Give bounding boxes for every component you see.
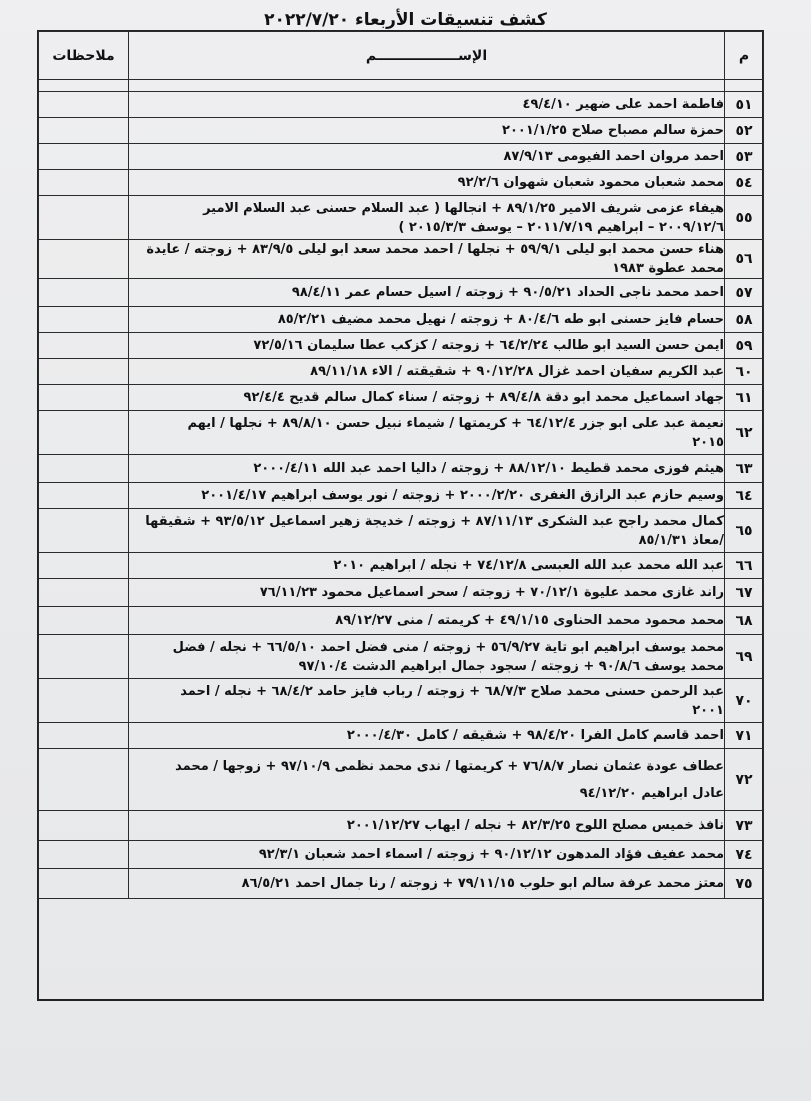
row-name-line: ٢٠٠٩/١٢/٦ – ابراهيم ٢٠١١/٧/١٩ – يوسف ٢٠١٥/٣/٣ ) [398,219,724,235]
row-name-line: محمد عفيف فؤاد المدهون ٩٠/١٢/١٢ + زوجته / اسماء احمد شعبان ٩٢/٣/١ [258,847,724,862]
row-name-cell [129,455,725,483]
row-name-cell [129,92,725,118]
row-number-cell: ٥٩ [725,333,764,359]
table-row [39,307,764,333]
row-name-cell [129,144,725,170]
row-name-cell [129,869,725,899]
roster-table [38,31,764,899]
row-number-cell: ٥١ [725,92,764,118]
row-name-cell [129,483,725,509]
row-notes-cell [39,118,129,144]
row-name-line: هناء حسن محمد ابو ليلى ٥٩/٩/١ + نجلها / احمد محمد سعد ابو ليلى ٨٣/٩/٥ + زوجته / عايدة [146,242,724,257]
table-row [39,679,764,723]
row-name-cell [129,279,725,307]
row-notes-cell [39,483,129,509]
row-name-cell [129,553,725,579]
row-name-cell [129,411,725,455]
row-name-line: عبد الرحمن حسنى محمد صلاح ٦٨/٧/٣ + زوجته / رباب فايز حامد ٦٨/٤/٢ + نجله / احمد [180,683,724,699]
row-number-cell: ٦٠ [725,359,764,385]
table-row [39,553,764,579]
row-notes-cell [39,579,129,607]
row-name-line: احمد قاسم كامل الفرا ٩٨/٤/٢٠ + شقيقه / كامل ٢٠٠٠/٤/٣٠ [346,728,724,743]
row-number-cell: ٦٤ [725,483,764,509]
row-notes-cell [39,170,129,196]
row-name-cell [129,579,725,607]
row-name-line: وسيم حازم عبد الرازق الغفرى ٢٠٠٠/٢/٢٠ + زوجته / نور يوسف ابراهيم ٢٠٠١/٤/١٧ [201,488,724,503]
table-row [39,841,764,869]
row-name-line: ٢٠٠١ [692,702,724,718]
spacer-row [39,80,764,92]
row-number-cell: ٥٢ [725,118,764,144]
row-name-line: محمد يوسف ابراهيم ابو تاية ٥٦/٩/٢٧ + زوجته / منى فضل احمد ٦٦/٥/١٠ + نجله / فضل [172,639,724,655]
row-name-line: احمد محمد ناجى الحداد ٩٠/٥/٢١ + زوجته / اسيل حسام عمر ٩٨/٤/١١ [291,285,724,300]
header-name: الإســـــــــــــــــم [129,32,725,80]
row-name-line: هيثم فوزى محمد قطيط ٨٨/١٢/١٠ + زوجته / داليا احمد عبد الله ٢٠٠٠/٤/١١ [253,461,724,476]
row-number-cell: ٦١ [725,385,764,411]
row-name-cell [129,359,725,385]
row-name-line: عطاف عودة عثمان نصار ٧٦/٨/٧ + كريمتها / ندى محمد نظمى ٩٧/١٠/٩ + زوجها / محمد [175,758,724,774]
row-name-line: نافذ خميس مصلح اللوح ٨٢/٣/٢٥ + نجله / ايهاب ٢٠٠١/١٢/٢٧ [346,818,724,833]
page-title: كشف تنسيقات الأربعاء ٢٠٢٢/٧/٢٠ [264,10,547,30]
row-notes-cell [39,723,129,749]
table-row [39,607,764,635]
row-name-cell [129,385,725,411]
row-number-cell: ٥٨ [725,307,764,333]
row-name-cell [129,240,725,279]
row-number-cell: ٦٨ [725,607,764,635]
table-row [39,240,764,279]
table-row [39,635,764,679]
row-name-cell [129,196,725,240]
row-number-cell: ٧٣ [725,811,764,841]
row-notes-cell [39,144,129,170]
row-number-cell: ٧١ [725,723,764,749]
row-number-cell: ٥٥ [725,196,764,240]
row-number-cell: ٦٩ [725,635,764,679]
header-notes: ملاحظات [39,32,129,80]
row-name-line: محمد محمود محمد الحناوى ٤٩/١/١٥ + كريمته / منى ٨٩/١٢/٢٧ [335,613,724,628]
table-header-row [39,32,764,80]
row-notes-cell [39,841,129,869]
row-notes-cell [39,196,129,240]
table-row [39,455,764,483]
row-notes-cell [39,553,129,579]
row-name-cell [129,170,725,196]
table-row [39,333,764,359]
table-row [39,144,764,170]
row-notes-cell [39,307,129,333]
row-notes-cell [39,92,129,118]
row-number-cell: ٧٠ [725,679,764,723]
row-name-line: ٢٠١٥ [692,434,724,450]
row-name-line: محمد شعبان محمود شعبان شهوان ٩٢/٢/٦ [457,175,724,190]
row-name-cell [129,607,725,635]
row-number-cell: ٦٧ [725,579,764,607]
row-number-cell: ٦٦ [725,553,764,579]
row-name-line: محمد عطوة ١٩٨٣ [612,261,724,276]
row-notes-cell [39,607,129,635]
table-row [39,385,764,411]
row-name-line: ايمن حسن السيد ابو طالب ٦٤/٢/٢٤ + زوجته / كزكب عطا سليمان ٧٢/٥/١٦ [253,338,724,353]
row-notes-cell [39,240,129,279]
row-name-cell [129,307,725,333]
row-number-cell: ٧٥ [725,869,764,899]
row-number-cell: ٥٣ [725,144,764,170]
table-row [39,92,764,118]
row-name-line: عادل ابراهيم ٩٤/١٢/٢٠ [579,785,724,801]
row-name-line: كمال محمد راجح عبد الشكرى ٨٧/١١/١٣ + زوجته / خديجة زهير اسماعيل ٩٣/٥/١٢ + شقيقها [145,513,724,529]
row-number-cell: ٥٦ [725,240,764,279]
row-name-cell [129,811,725,841]
row-notes-cell [39,811,129,841]
table-row [39,483,764,509]
row-number-cell: ٦٥ [725,509,764,553]
row-name-line: راند غازى محمد عليوة ٧٠/١٢/١ + زوجته / سحر اسماعيل محمود ٧٦/١١/٢٣ [259,585,724,600]
row-notes-cell [39,385,129,411]
table-row [39,118,764,144]
row-name-line: /معاذ ٨٥/١/٣١ [638,532,724,548]
row-name-line: هيفاء عزمى شريف الامير ٨٩/١/٢٥ + انجالها ( عبد السلام حسنى عبد السلام الامير [203,200,724,216]
table-row [39,196,764,240]
row-name-line: جهاد اسماعيل محمد ابو دقة ٨٩/٤/٨ + زوجته / سناء كمال سالم قديح ٩٢/٤/٤ [243,390,724,405]
row-notes-cell [39,279,129,307]
row-name-line: نعيمة عبد على ابو جزر ٦٤/١٢/٤ + كريمتها / شيماء نبيل حسن ٨٩/٨/١٠ + نجلها / ايهم [187,415,724,431]
row-name-cell [129,333,725,359]
row-number-cell: ٧٤ [725,841,764,869]
row-notes-cell [39,635,129,679]
row-name-line: معتز محمد عرفة سالم ابو حلوب ٧٩/١١/١٥ + زوجته / رنا جمال احمد ٨٦/٥/٢١ [241,876,724,891]
row-notes-cell [39,411,129,455]
row-notes-cell [39,869,129,899]
roster-body [39,80,764,899]
row-name-line: عبد الكريم سفيان احمد غزال ٩٠/١٢/٢٨ + شقيقته / الاء ٨٩/١١/١٨ [310,364,724,379]
row-number-cell: ٦٣ [725,455,764,483]
header-number: م [725,32,764,80]
row-name-cell [129,841,725,869]
row-name-line: احمد مروان احمد الفيومى ٨٧/٩/١٣ [503,149,724,164]
row-number-cell: ٥٧ [725,279,764,307]
row-name-line: حسام فايز حسنى ابو طه ٨٠/٤/٦ + زوجته / نهيل محمد مضيف ٨٥/٢/٢١ [277,312,724,327]
row-name-cell [129,723,725,749]
row-notes-cell [39,679,129,723]
table-row [39,359,764,385]
table-row [39,869,764,899]
row-notes-cell [39,749,129,811]
table-row [39,811,764,841]
row-name-line: محمد يوسف ٩٠/٨/٦ + زوجته / سجود جمال ابراهيم الدشت ٩٧/١٠/٤ [298,658,724,674]
table-row [39,411,764,455]
table-row [39,279,764,307]
row-number-cell: ٧٢ [725,749,764,811]
row-notes-cell [39,359,129,385]
row-name-cell [129,749,725,811]
row-notes-cell [39,509,129,553]
table-row [39,170,764,196]
row-number-cell: ٥٤ [725,170,764,196]
row-name-line: عبد الله محمد عبد الله العبسى ٧٤/١٢/٨ + نجله / ابراهيم ٢٠١٠ [333,558,724,573]
row-number-cell: ٦٢ [725,411,764,455]
row-notes-cell [39,455,129,483]
row-name-cell [129,635,725,679]
row-name-line: حمزة سالم مصباح صلاح ٢٠٠١/١/٢٥ [502,123,724,138]
table-row [39,509,764,553]
table-row [39,749,764,811]
table-row [39,579,764,607]
row-notes-cell [39,333,129,359]
row-name-line: فاطمة احمد على ضهير ٤٩/٤/١٠ [522,97,724,112]
row-name-cell [129,679,725,723]
table-row [39,723,764,749]
row-name-cell [129,509,725,553]
row-name-cell [129,118,725,144]
